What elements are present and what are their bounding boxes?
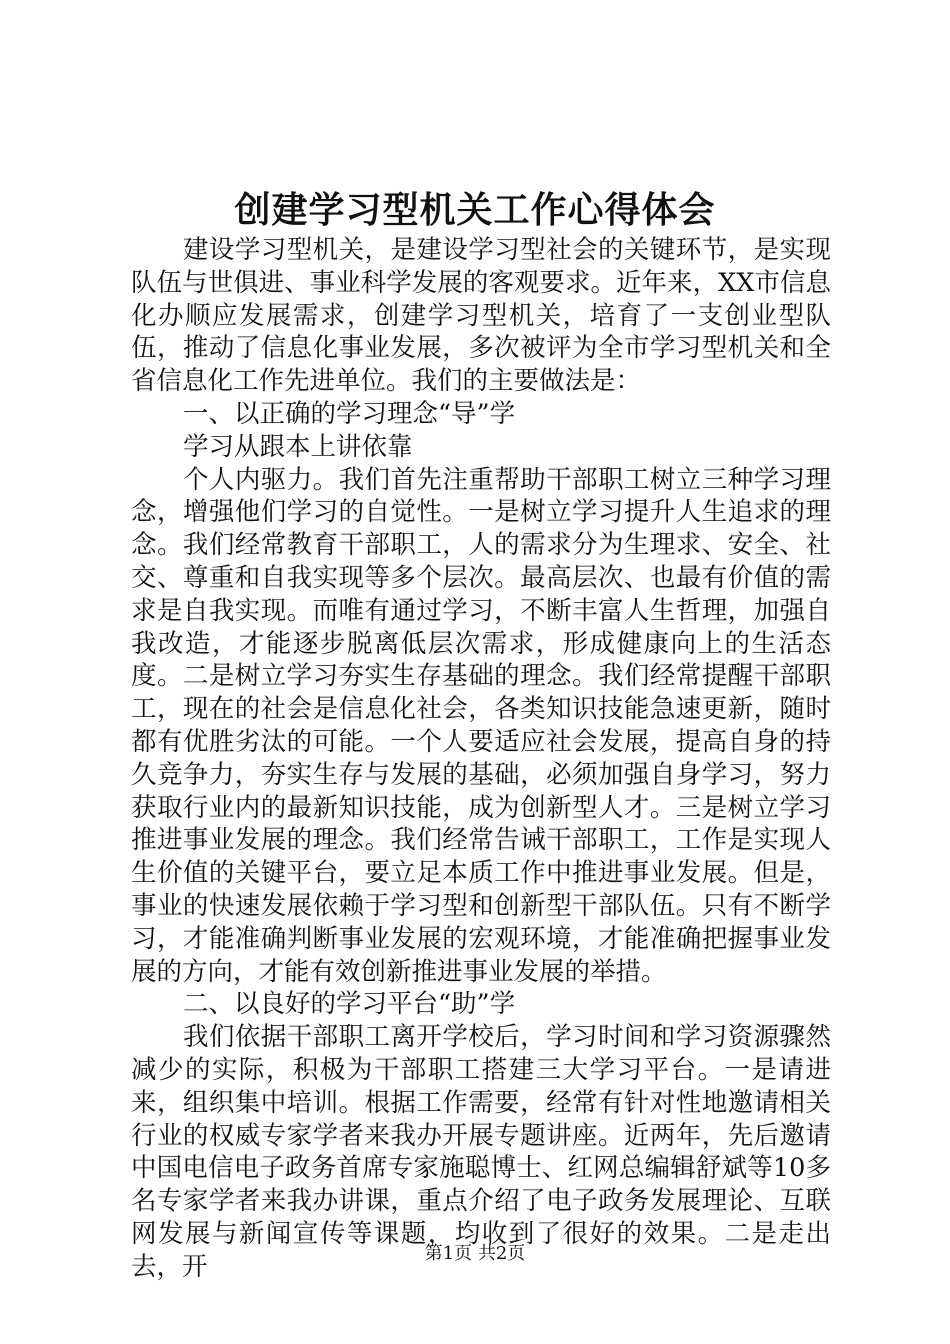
paragraph-intro: 建设学习型机关，是建设学习型社会的关键环节，是实现队伍与世俱进、事业科学发展的客观要求。近年来，XX市信息化办顺应发展需求，创建学习型机关，培育了一支创业型队伍，推动了信息化事业发展，多次被评为全市学习型机关和全省信息化工作先进单位。我们的主要做法是： — [131, 235, 831, 397]
paragraph-fragment: 学习从跟本上讲依靠 — [183, 431, 413, 462]
document-title: 创建学习型机关工作心得体会 — [234, 189, 716, 231]
section-heading-1: 一、以正确的学习理念“导”学 — [183, 398, 516, 429]
page-number-footer: 第1页 共2页 — [424, 1243, 526, 1264]
section-heading-2: 二、以良好的学习平台“助”学 — [183, 989, 516, 1020]
paragraph-section-2: 我们依据干部职工离开学校后，学习时间和学习资源骤然减少的实际，积极为干部职工搭建三大学习平台。一是请进来，组织集中培训。根据工作需要，经常有针对性地邀请相关行业的权威专家学者来我办开展专题讲座。近两年，先后邀请中国电信电子政务首席专家施聪博士、红网总编辑舒斌等10多名专家学者来我办讲课，重点介绍了电子政务发展理论、互联网发展与新闻宣传等课题，均收到了很好的效果。二是走出去，开 — [131, 1022, 831, 1282]
document-body — [131, 234, 831, 1284]
paragraph-section-1: 个人内驱力。我们首先注重帮助干部职工树立三种学习理念，增强他们学习的自觉性。一是树立学习提升人生追求的理念。我们经常教育干部职工，人的需求分为生理求、安全、社交、尊重和自我实现等多个层次。最高层次、也最有价值的需求是自我实现。而唯有通过学习，不断丰富人生哲理，加强自我改造，才能逐步脱离低层次需求，形成健康向上的生活态度。二是树立学习夯实生存基础的理念。我们经常提醒干部职工，现在的社会是信息化社会，各类知识技能急速更新，随时都有优胜劣汰的可能。一个人要适应社会发展，提高自身的持久竞争力，夯实生存与发展的基础，必须加强自身学习，努力获取行业内的最新知识技能，成为创新型人才。三是树立学习推进事业发展的理念。我们经常告诫干部职工，工作是实现人生价值的关键平台，要立足本质工作中推进事业发展。但是，事业的快速发展依赖于学习型和创新型干部队伍。只有不断学习，才能准确判断事业发展的宏观环境，才能准确把握事业发展的方向，才能有效创新推进事业发展的举措。 — [131, 464, 831, 987]
